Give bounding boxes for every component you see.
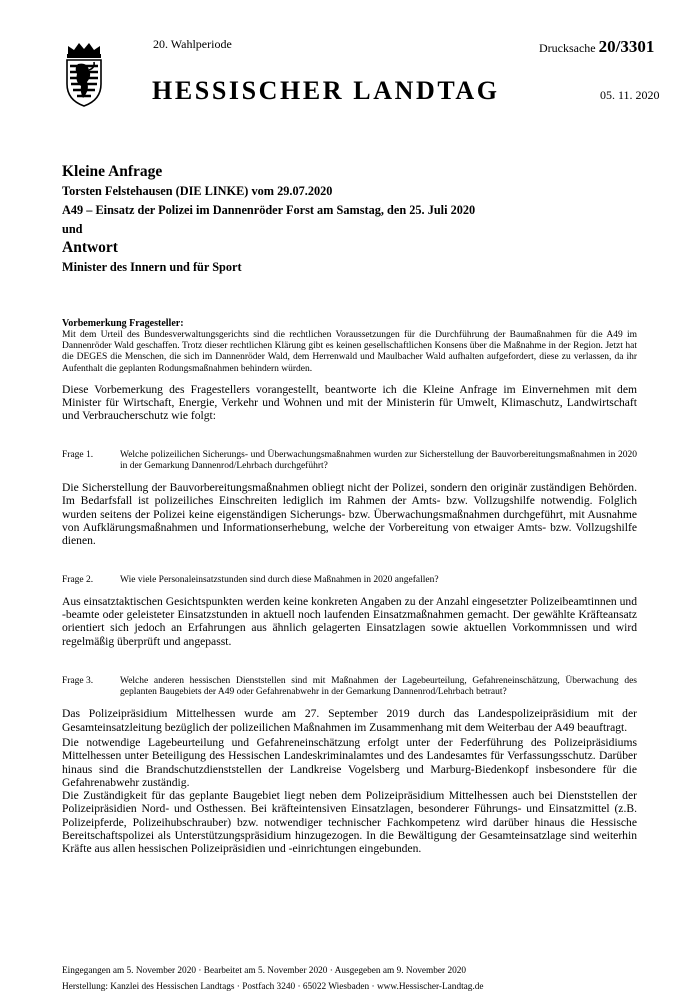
answer-3-paragraph: Die Zuständigkeit für das geplante Baugebiet liegt neben dem Polizeipräsidium Mittelhessen auch bei Dienststellen der Polizeipräsidien Nord- und Osthessen. Bei kräfteintensiven Einsatzlagen, besonderer Führungs- und Einsatzmittel (z.B. Polizeipferde, Polizeihubschrauber) bzw. notwendiger technischer Fachkompetenz wird darüber hinaus die Hessische Bereitschaftspolizei als Unterstützungspräsidium hinzugezogen. In die Bewältigung der Gesamteinsatzlage sind weiterhin Kräfte aus allen hessischen Polizeipräsidien und -einrichtungen eingebunden. (62, 789, 637, 856)
question-text: Welche polizeilichen Sicherungs- und Überwachungsmaßnahmen wurden zur Sicherstellung der Bauvorbereitungsmaßnahmen in 2020 in der Gemarkung Dannenrod/Lehrbach durchgeführt? (120, 449, 637, 471)
answer-2-paragraph: Aus einsatztaktischen Gesichtspunkten werden keine konkreten Angaben zu der Anzahl eingesetzter Polizeibeamtinnen und -beamte oder geleisteter Einsatzstunden in aktuell noch laufenden Einsatzmaßnahmen gemacht. Der gewählte Kräfteansatz orientiert sich jedoch an Erfahrungen aus ähnlich gelagerten Einsatzlagen sowie aktuellen Vorkommnissen und wird regelmäßig überprüft und angepasst. (62, 594, 637, 648)
drucksache (539, 37, 654, 57)
parliament-title: HESSISCHER LANDTAG (152, 76, 500, 105)
answer-3-paragraph: Die notwendige Lagebeurteilung und Gefahreneinschätzung erfolgt unter der Federführung des Polizeipräsidiums Mittelhessen unter Beteiligung des Hessischen Landeskriminalamtes und des Landesamtes für Verfassungsschutz. Darüber hinaus sind die Brandschutzdienststellen der Landkreise Vogelsberg und Marburg-Biedenkopf insbesondere für die Gefahrenabwehr zuständig. (62, 735, 637, 789)
drucksache-number: 20/3301 (598, 37, 655, 56)
question-3 (62, 676, 637, 698)
preamble-heading: Vorbemerkung Fragesteller: (62, 318, 184, 329)
question-2 (62, 575, 637, 586)
and-connector: und (62, 222, 83, 236)
question-text: Welche anderen hessischen Dienststellen sind mit Maßnahmen der Lagebeurteilung, Gefahreneinschätzung, Überwachung des geplanten Baugebiets der A49 oder Gefahrenabwehr in der Gemarkung Dannenrod/Lehrbach betraut? (120, 675, 637, 698)
drucksache-label: Drucksache (539, 41, 596, 55)
question-label: Frage 3. (62, 675, 94, 686)
footer-publisher: Herstellung: Kanzlei des Hessischen Landtags · Postfach 3240 · 65022 Wiesbaden · www.Hessischer-Landtag.de (62, 982, 484, 992)
answer-1-paragraph: Die Sicherstellung der Bauvorbereitungsmaßnahmen obliegt nicht der Polizei, sondern den originär zuständigen Behörden. Im Bedarfsfall ist polizeiliches Einschreiten lediglich im Rahmen der Amts- bzw. Vollzugshilfe notwendig. Folglich wurden seitens der Polizei keine eigenständigen Sicherungs- bzw. Überwachungsmaßnahmen durchgeführt, mit Ausnahme von Aufklärungsmaßnahmen und Informationserhebung, welche der Vorbereitung von etwaiger Amts- bzw. Vollzugshilfe dienen. (62, 481, 637, 548)
preamble-text: Mit dem Urteil des Bundesverwaltungsgerichts sind die rechtlichen Voraussetzungen für die Durchführung der Baumaßnahmen für die A49 im Dannenröder Wald geschaffen. Trotz dieser rechtlichen Klärung gibt es keinen gesellschaftlichen Konsens über die Maßnahme in der Region. Jetzt hat die DEGES die Menschen, die sich im Dannenröder Wald, dem Herrenwald und Maulbacher Wald aufhalten aufgefordert, diese zu verlassen, da ihr Aufenthalt die geplanten Rodungsmaßnahmen behindern würden. (62, 330, 637, 374)
question-label: Frage 1. (62, 449, 94, 460)
footer-dates: Eingegangen am 5. November 2020 · Bearbeitet am 5. November 2020 · Ausgegeben am 9. November 2020 (62, 966, 467, 976)
intro-paragraph: Diese Vorbemerkung des Fragestellers vorangestellt, beantworte ich die Kleine Anfrage im Einvernehmen mit dem Minister für Wirtschaft, Energie, Verkehr und Wohnen und mit der Ministerin für Umwelt, Klimaschutz, Landwirtschaft und Verbraucherschutz wie folgt: (62, 382, 637, 423)
hessen-coat-of-arms-icon (60, 40, 108, 108)
legislative-period: 20. Wahlperiode (153, 37, 232, 51)
inquiry-type: Kleine Anfrage (62, 163, 163, 180)
answering-minister: Minister des Innern und für Sport (62, 260, 242, 274)
question-text: Wie viele Personaleinsatzstunden sind durch diese Maßnahmen in 2020 angefallen? (120, 574, 439, 585)
question-1 (62, 450, 637, 472)
document-body (62, 318, 637, 856)
answer-heading: Antwort (62, 239, 118, 256)
document-date: 05. 11. 2020 (600, 88, 660, 102)
inquiry-subject: A49 – Einsatz der Polizei im Dannenröder Forst am Samstag, den 25. Juli 2020 (62, 203, 476, 217)
topic-block (62, 163, 662, 277)
footer (62, 963, 646, 995)
inquiry-author: Torsten Felstehausen (DIE LINKE) vom 29.07.2020 (62, 184, 333, 198)
question-label: Frage 2. (62, 574, 94, 585)
answer-3-paragraph: Das Polizeipräsidium Mittelhessen wurde am 27. September 2019 durch das Landespolizeipräsidium mit der Gesamteinsatzleitung bezüglich der polizeilichen Maßnahmen im Zusammenhang mit dem Weiterbau der A49 beauftragt. (62, 707, 637, 734)
